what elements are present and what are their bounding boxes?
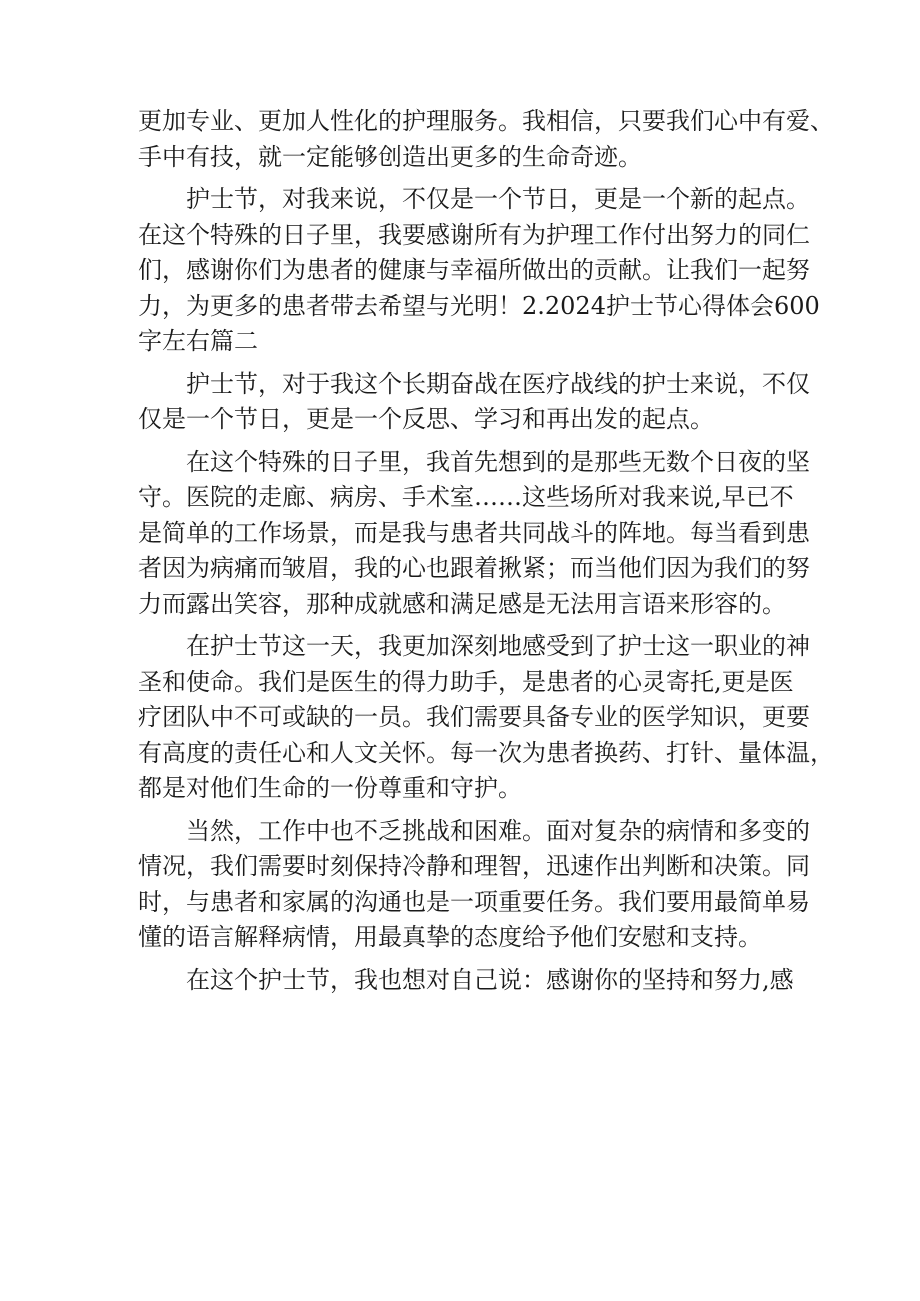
text-line: 护士节，对于我这个长期奋战在医疗战线的护士来说，不仅 (186, 369, 810, 398)
text-line: 力，为更多的患者带去希望与光明！2.2024护士节心得体会600 (138, 291, 820, 320)
text-line: 手中有技，就一定能够创造出更多的生命奇迹。 (138, 142, 642, 171)
text-line: 字左右篇二 (138, 327, 258, 355)
text-line: 在这个护士节，我也想对自己说：感谢你的坚持和努力,感 (186, 965, 794, 994)
text-line: 是简单的工作场景，而是我与患者共同战斗的阵地。每当看到患 (138, 518, 810, 547)
text-line: 更加专业、更加人性化的护理服务。我相信，只要我们心中有爱、 (138, 107, 834, 135)
text-line: 们，感谢你们为患者的健康与幸福所做出的贡献。让我们一起努 (138, 256, 810, 284)
text-line: 疗团队中不可或缺的一员。我们需要具备专业的医学知识，更要 (138, 703, 810, 731)
text-line: 在这个特殊的日子里，我首先想到的是那些无数个日夜的坚 (186, 447, 810, 476)
text-line: 当然，工作中也不乏挑战和困难。面对复杂的病情和多变的 (186, 816, 810, 845)
text-line: 在护士节这一天，我更加深刻地感受到了护士这一职业的神 (186, 632, 810, 660)
text-line: 仅是一个节日，更是一个反思、学习和再出发的起点。 (138, 405, 714, 433)
paragraph (138, 182, 820, 360)
text-line: 圣和使命。我们是医生的得力助手，是患者的心灵寄托,更是医 (138, 667, 794, 696)
paragraph (138, 963, 794, 999)
text-line: 者因为病痛而皱眉，我的心也跟着揪紧；而当他们因为我们的努 (138, 554, 810, 582)
paragraph (138, 445, 810, 623)
text-line: 懂的语言解释病情，用最真挚的态度给予他们安慰和支持。 (138, 923, 762, 951)
text-line: 有高度的责任心和人文关怀。每一次为患者换药、打针、量体温， (138, 738, 834, 767)
text-line: 时，与患者和家属的沟通也是一项重要任务。我们要用最简单易 (138, 887, 810, 916)
paragraph (138, 814, 810, 956)
document-body (138, 104, 834, 998)
text-line: 情况，我们需要时刻保持冷静和理智，迅速作出判断和决策。同 (138, 852, 810, 880)
paragraph (138, 104, 834, 175)
text-line: 力而露出笑容，那种成就感和满足感是无法用言语来形容的。 (138, 589, 786, 618)
text-line: 在这个特殊的日子里，我要感谢所有为护理工作付出努力的同仁 (138, 220, 810, 249)
text-line: 都是对他们生命的一份尊重和守护。 (138, 774, 522, 802)
text-line: 护士节，对我来说，不仅是一个节日，更是一个新的起点。 (186, 185, 810, 213)
paragraph (138, 367, 810, 438)
paragraph (138, 629, 834, 807)
text-line: 守。医院的走廊、病房、手术室……这些场所对我来说,早已不 (138, 483, 794, 511)
